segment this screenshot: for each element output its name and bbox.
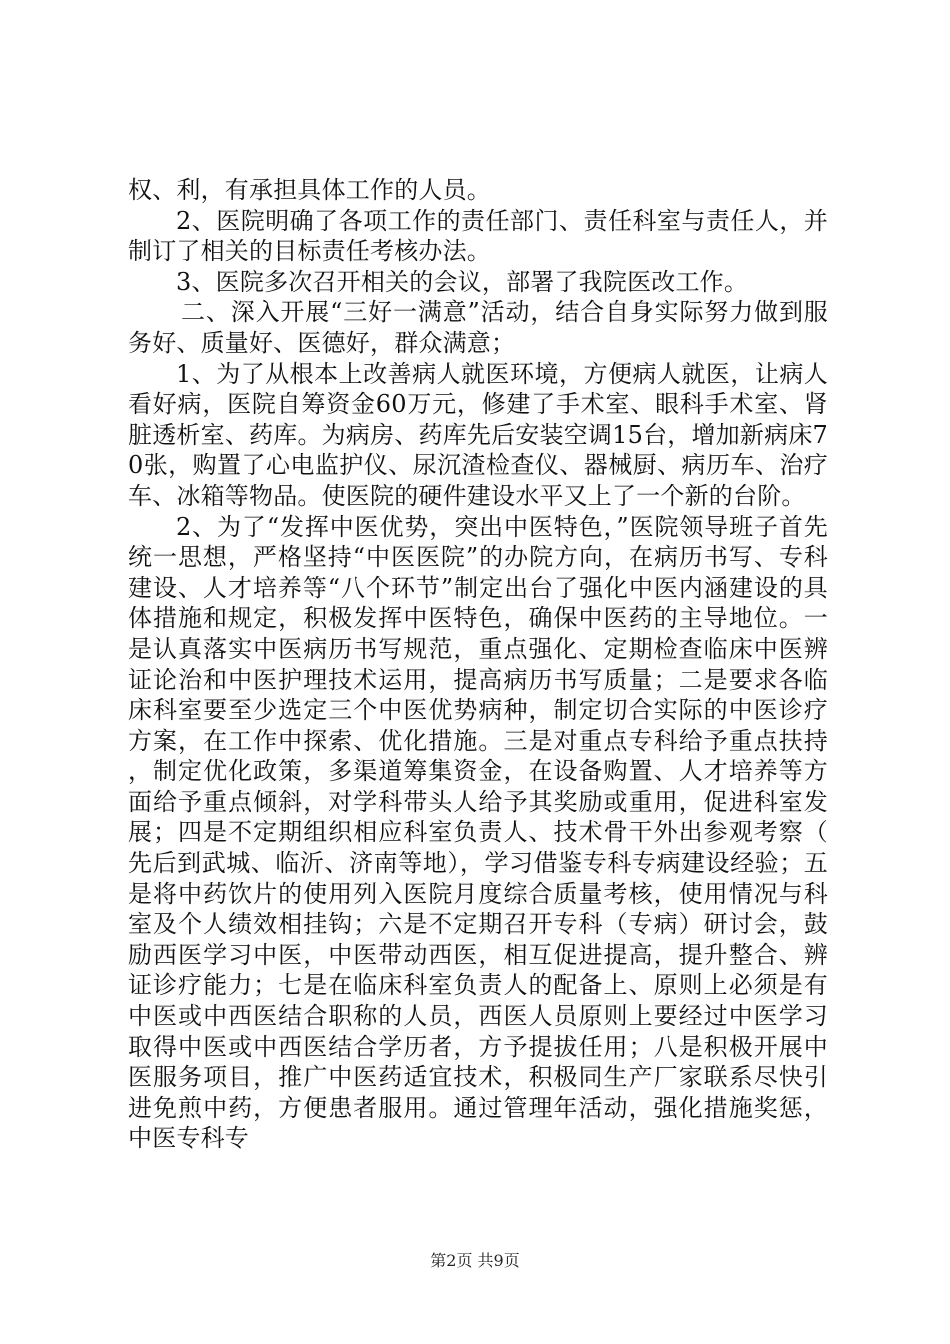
paragraph-6: 2、为了“发挥中医优势，突出中医特色，”医院领导班子首先统一思想，严格坚持“中医医院”的办院方向，在病历书写、专科建设、人才培养等“八个环节”制定出台了强化中医内涵建设的具体措施和规定，积极发挥中医特色，确保中医药的主导地位。一是认真落实中医病历书写规范，重点强化、定期检查临床中医辨证论治和中医护理技术运用，提高病历书写质量；二是要求各临床科室要至少选定三个中医优势病种，制定切合实际的中医诊疗方案，在工作中探索、优化措施。三是对重点专科给予重点扶持，制定优化政策，多渠道筹集资金，在设备购置、人才培养等方面给予重点倾斜，对学科带头人给予其奖励或重用，促进科室发展；四是不定期组织相应科室负责人、技术骨干外出参观考察（先后到武城、临沂、济南等地），学习借鉴专科专病建设经验；五是将中药饮片的使用列入医院月度综合质量考核，使用情况与科室及个人绩效相挂钩；六是不定期召开专科（专病）研讨会，鼓励西医学习中医，中医带动西医，相互促进提高，提升整合、辨证诊疗能力；七是在临床科室负责人的配备上、原则上必须是有中医或中西医结合职称的人员，西医人员原则上要经过中医学习取得中医或中西医结合学历者，方予提拔任用；八是积极开展中医服务项目，推广中医药适宜技术，积极同生产厂家联系尽快引进免煎中药，方便患者服用。通过管理年活动，强化措施奖惩，中医专科专 [128, 512, 828, 1153]
document-body [128, 175, 828, 1154]
paragraph-1: 权、利，有承担具体工作的人员。 [128, 176, 491, 204]
page-number-label: 第2页 共9页 [430, 1251, 520, 1270]
paragraph-5: 1、为了从根本上改善病人就医环境，方便病人就医，让病人看好病，医院自筹资金60万元，修建了手术室、眼科手术室、肾脏透析室、药库。为病房、药库先后安装空调15台，增加新病床70张，购置了心电监护仪、尿沉渣检查仪、器械厨、病历车、治疗车、冰箱等物品。使医院的硬件建设水平又上了一个新的台阶。 [128, 359, 828, 510]
page-footer [0, 1248, 950, 1271]
paragraph-3: 3、医院多次召开相关的会议，部署了我院医改工作。 [176, 267, 749, 296]
paragraph-4: 二、深入开展“三好一满意”活动，结合自身实际努力做到服务好、质量好、医德好，群众满意； [128, 298, 828, 357]
paragraph-2: 2、医院明确了各项工作的责任部门、责任科室与责任人，并制订了相关的目标责任考核办法。 [128, 206, 828, 266]
